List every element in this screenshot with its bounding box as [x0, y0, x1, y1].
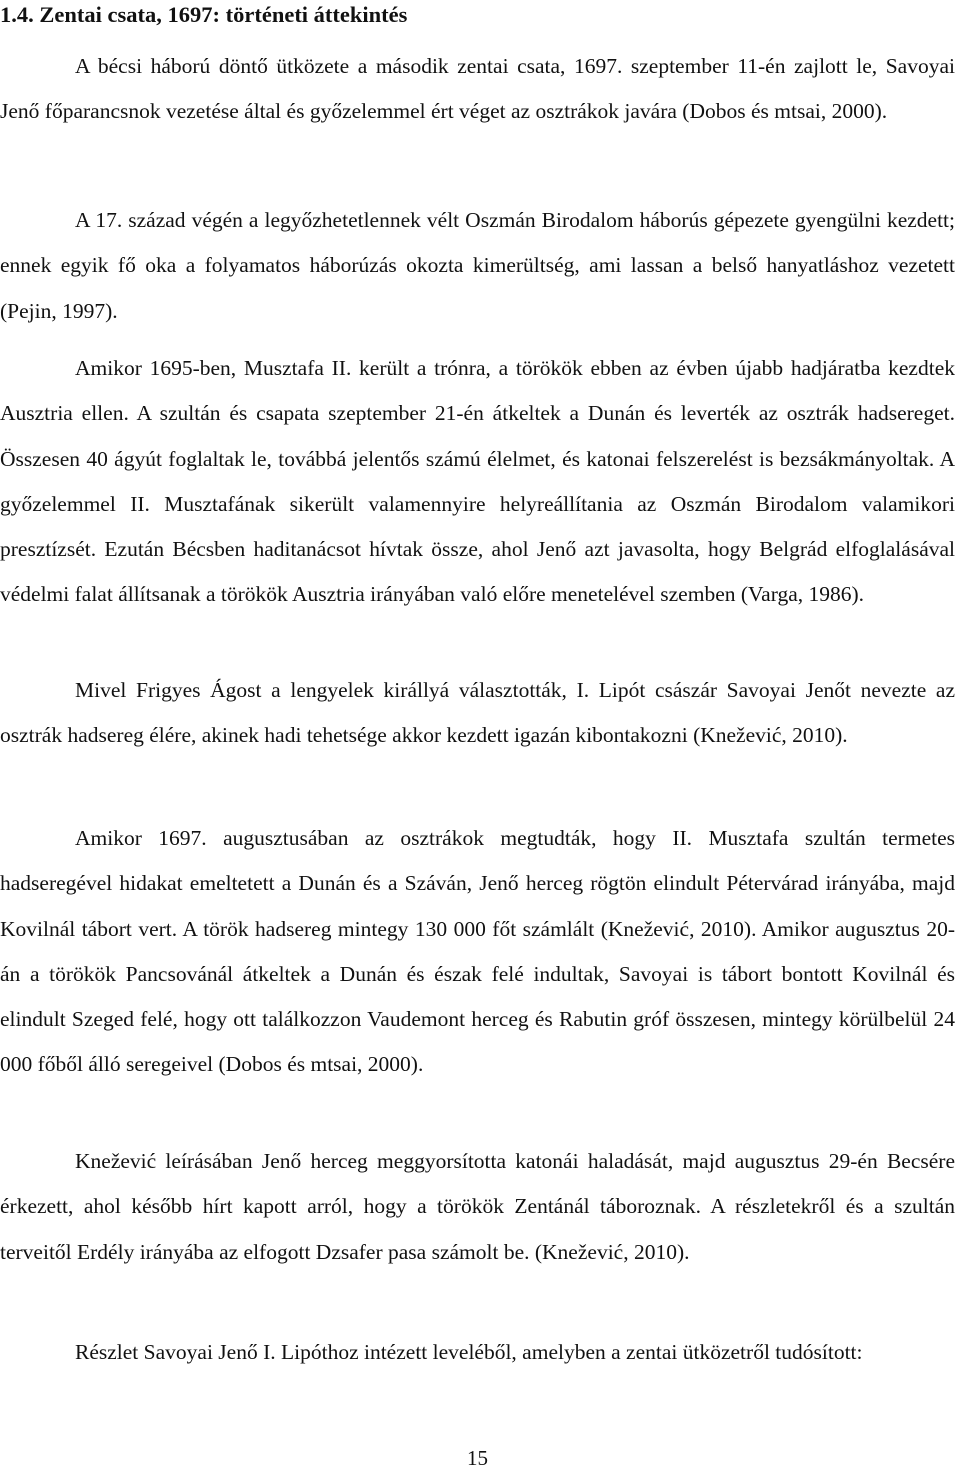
- paragraph-eugene-appointment: Mivel Frigyes Ágost a lengyelek királlyá választották, I. Lipót császár Savoyai Jenőt nevezte az osztrák hadsereg élére, akinek hadi tehetsége akkor kezdett igazán kibontakozni (Knežević, 2010).: [0, 678, 955, 748]
- paragraph-mustafa-campaign: Amikor 1695-ben, Musztafa II. került a trónra, a törökök ebben az évben újabb hadjáratba kezdtek Ausztria ellen. A szultán és csapata szeptember 21-én átkeltek a Dunán és leverték az osztrák hadsereget. Összesen 40 ágyút foglaltak le, továbbá jelentős számú élelmet, és katonai felszerelést is bezsákmányoltak. A győzelemmel II. Musztafának sikerült valamennyire helyreállítania az Oszmán Birodalom valamikori presztízsét. Ezután Bécsben haditanácsot hívtak össze, ahol Jenő azt javasolta, hogy Belgrád elfoglalásával védelmi falat állítsanak a törökök Ausztria irányában való előre menetelével szemben (Varga, 1986).: [0, 356, 955, 607]
- page-number: 15: [467, 1446, 488, 1470]
- section-heading: 1.4. Zentai csata, 1697: történeti áttekintés: [0, 2, 408, 27]
- paragraph-letter-excerpt: Részlet Savoyai Jenő I. Lipóthoz intézett leveléből, amelyben a zentai ütközetről tudósított:: [75, 1340, 863, 1364]
- paragraph-knezevic-account: Knežević leírásában Jenő herceg meggyorsította katonái haladását, majd augusztus 29-én Becsére érkezett, ahol később hírt kapott arról, hogy a törökök Zentánál táboroznak. A részletekről és a szultán terveitől Erdély irányába az elfogott Dzsafer pasa számolt be. (Knežević, 2010).: [0, 1149, 955, 1264]
- paragraph-august-1697: Amikor 1697. augusztusában az osztrákok megtudták, hogy II. Musztafa szultán termetes hadseregével hidakat emeltetett a Dunán és a Száván, Jenő herceg rögtön elindult Pétervárad irányába, majd Kovilnál tábort vert. A török hadsereg mintegy 130 000 főt számlált (Knežević, 2010). Amikor augusztus 20-án a törökök Pancsovánál átkeltek a Dunán és észak felé indultak, Savoyai is tábort bontott Kovilnál és elindult Szeged felé, hogy ott találkozzon Vaudemont herceg és Rabutin gróf összesen, mintegy körülbelül 24 000 főből álló seregeivel (Dobos és mtsai, 2000).: [0, 826, 955, 1077]
- paragraph-battle-intro: A bécsi háború döntő ütközete a második zentai csata, 1697. szeptember 11-én zajlott le, Savoyai Jenő főparancsnok vezetése által és győzelemmel ért véget az osztrákok javára (Dobos és mtsai, 2000).: [0, 54, 955, 124]
- paragraph-ottoman-decline: A 17. század végén a legyőzhetetlennek vélt Oszmán Birodalom háborús gépezete gyengülni kezdett; ennek egyik fő oka a folyamatos háborúzás okozta kimerültség, ami lassan a belső hanyatláshoz vezetett (Pejin, 1997).: [0, 208, 955, 323]
